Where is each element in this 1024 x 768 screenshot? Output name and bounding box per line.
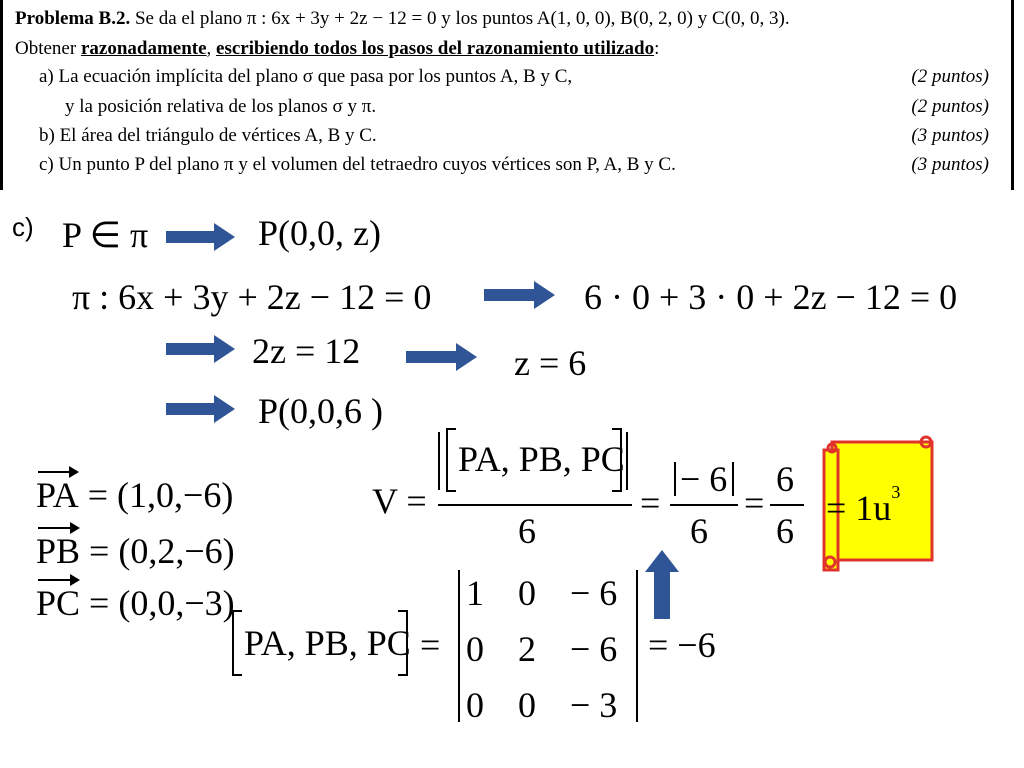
- det-bracket-right: [398, 610, 408, 676]
- problem-intro: Problema B.2. Se da el plano π : 6x + 3y + 2z − 12 = 0 y los puntos A(1, 0, 0), B(0, 2, 0) y C(0, 0, 3).: [15, 8, 790, 29]
- det-bar-left: [458, 570, 460, 722]
- matrix-cell: 0: [518, 573, 536, 613]
- problem-instructions: Obtener razonadamente, escribiendo todos los pasos del razonamiento utilizado:: [15, 38, 660, 59]
- fraction-line: [438, 504, 632, 506]
- volume-label: V =: [372, 481, 427, 521]
- pa-value: = (1,0,−6): [87, 475, 234, 515]
- equals-1: =: [640, 483, 661, 523]
- p-final: P(0,0,6 ): [258, 391, 383, 431]
- arrow-right-icon: [406, 342, 478, 372]
- part-b-points: (3 puntos): [911, 125, 989, 146]
- pc-value: = (0,0,−3): [89, 583, 235, 623]
- triple-product-bottom: PA, PB, PC: [244, 623, 411, 663]
- bracket-right: [612, 428, 622, 492]
- abs-denominator: 6: [690, 511, 708, 551]
- det-result: = −6: [648, 625, 716, 665]
- det-bar-right: [636, 570, 638, 722]
- vector-pc: [36, 582, 235, 624]
- plane-equation: π : 6x + 3y + 2z − 12 = 0: [72, 277, 432, 317]
- part-a1: a) La ecuación implícita del plano σ que pasa por los puntos A, B y C,: [39, 66, 573, 87]
- two-z-equation: 2z = 12: [252, 331, 361, 371]
- abs-bar-left: [438, 432, 440, 490]
- pb-label: PB: [36, 531, 81, 571]
- abs-bar-right-2: [732, 462, 734, 496]
- matrix-cell: 0: [466, 685, 484, 725]
- frac-denominator: 6: [776, 511, 794, 551]
- abs-numerator: − 6: [680, 459, 728, 499]
- part-c-label: c): [12, 212, 34, 242]
- bracket-left: [446, 428, 456, 492]
- det-equals: =: [420, 625, 441, 665]
- pc-label: PC: [36, 583, 81, 623]
- substituted-equation: 6 · 0 + 3 · 0 + 2z − 12 = 0: [584, 277, 958, 317]
- matrix-cell: 0: [518, 685, 536, 725]
- matrix-cell: 0: [466, 629, 484, 669]
- det-bracket-left: [232, 610, 242, 676]
- part-c-points: (3 puntos): [911, 154, 989, 175]
- z-value: z = 6: [514, 343, 587, 383]
- volume-denominator: 6: [518, 511, 536, 551]
- matrix-cell: 2: [518, 629, 536, 669]
- pa-label: PA: [36, 475, 79, 515]
- vector-pa: [36, 474, 233, 516]
- abs-bar-right: [626, 432, 628, 490]
- matrix-cell: − 3: [570, 685, 618, 725]
- part-a2-points: (2 puntos): [911, 96, 989, 117]
- arrow-up-icon: [644, 550, 680, 620]
- volume-result: = $1u^3$: [826, 482, 901, 528]
- p-general: P(0,0, z): [258, 213, 381, 253]
- pb-value: = (0,2,−6): [89, 531, 235, 571]
- p-in-pi: P ∈ π: [62, 215, 149, 255]
- abs-bar-left-2: [674, 462, 676, 496]
- arrow-right-icon: [166, 222, 236, 252]
- matrix-cell: 1: [466, 573, 484, 613]
- fraction-line-2: [670, 504, 738, 506]
- problem-statement: [0, 0, 1014, 190]
- arrow-right-icon: [166, 334, 236, 364]
- part-b: b) El área del triángulo de vértices A, B y C.: [39, 125, 377, 146]
- arrow-right-icon: [166, 394, 236, 424]
- part-a2: y la posición relativa de los planos σ y π.: [65, 96, 377, 117]
- part-c: c) Un punto P del plano π y el volumen del tetraedro cuyos vértices son P, A, B y C.: [39, 154, 676, 175]
- matrix-cell: − 6: [570, 629, 618, 669]
- equals-2: =: [744, 483, 765, 523]
- triple-product-top: PA, PB, PC: [458, 439, 625, 479]
- part-a1-points: (2 puntos): [911, 66, 989, 87]
- matrix-cell: − 6: [570, 573, 618, 613]
- fraction-line-3: [770, 504, 804, 506]
- frac-numerator: 6: [776, 459, 794, 499]
- arrow-right-icon: [484, 280, 556, 310]
- vector-pb: [36, 530, 235, 572]
